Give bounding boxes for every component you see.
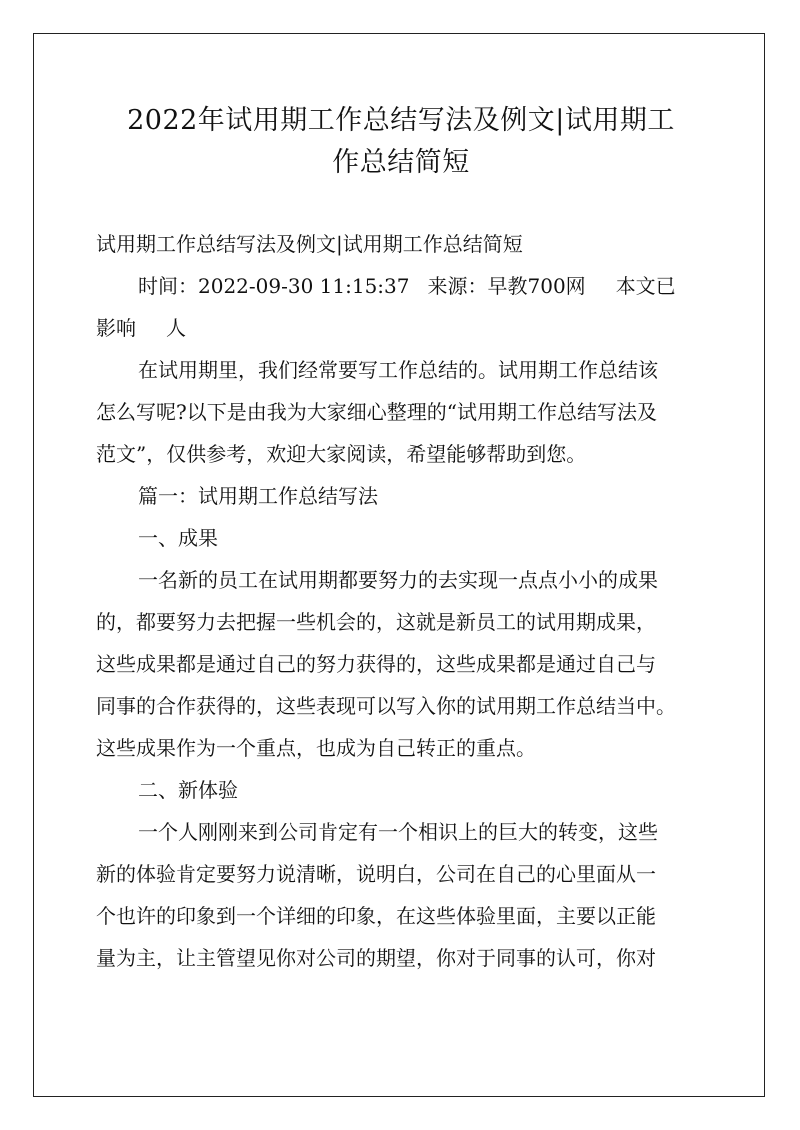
document-title [96,100,706,184]
title-line-1: 2022年试用期工作总结写法及例文|试用期工 [127,105,675,136]
part-2-heading: 二、新体验 [138,778,238,802]
part-2-line-3: 个也许的印象到一个详细的印象，在这些体验里面，主要以正能 [96,904,656,928]
part-1-line-4: 同事的合作获得的，这些表现可以写入你的试用期工作总结当中。 [96,694,676,718]
meta-views-word: 影响 [96,316,136,340]
part-1-line-3: 这些成果都是通过自己的努力获得的，这些成果都是通过自己与 [96,652,656,676]
meta-views-label: 本文已 [615,274,676,298]
meta-line [138,272,706,300]
subtitle: 试用期工作总结写法及例文|试用期工作总结简短 [96,232,523,256]
page-frame [33,33,765,1097]
part-1-line-2: 的，都要努力去把握一些机会的，这就是新员工的试用期成果， [96,610,656,634]
meta-source: 来源：早教700网 [427,274,586,298]
title-line-2: 作总结简短 [332,147,470,178]
intro-line-2: 怎么写呢?以下是由我为大家细心整理的“试用期工作总结写法及 [96,400,657,424]
meta-views-unit: 人 [166,316,186,340]
intro-line-1: 在试用期里，我们经常要写工作总结的。试用期工作总结该 [138,358,658,382]
meta-time: 时间：2022-09-30 11:15:37 [138,274,410,298]
part-1-line-1: 一名新的员工在试用期都要努力的去实现一点点小小的成果 [138,568,658,592]
part-2-line-4: 量为主，让主管望见你对公司的期望，你对于同事的认可，你对 [96,946,656,970]
part-1-line-5: 这些成果作为一个重点，也成为自己转正的重点。 [96,736,536,760]
part-1-heading: 一、成果 [138,526,218,550]
meta-views-line [96,314,706,342]
part-2-line-1: 一个人刚刚来到公司肯定有一个相识上的巨大的转变，这些 [138,820,658,844]
part-2-line-2: 新的体验肯定要努力说清晰，说明白，公司在自己的心里面从一 [96,862,656,886]
section-1-heading: 篇一：试用期工作总结写法 [138,484,378,508]
intro-line-3: 范文”，仅供参考，欢迎大家阅读，希望能够帮助到您。 [96,442,587,466]
